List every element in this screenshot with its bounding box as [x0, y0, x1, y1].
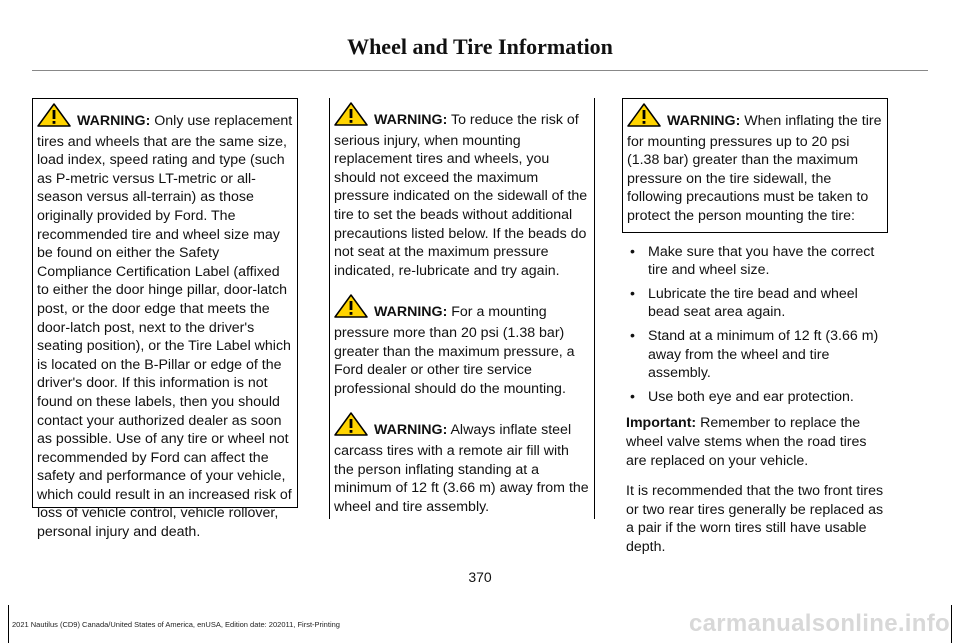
warning-box [32, 98, 298, 541]
warning-triangle-icon [37, 103, 71, 133]
list-item: • Stand at a minimum of 12 ft (3.66 m) away from the wheel and tire assembly. [626, 327, 888, 383]
page-number: 370 [468, 569, 492, 585]
warning-triangle-icon [334, 102, 368, 132]
important-note [626, 414, 888, 470]
warning-label: WARNING: [374, 112, 448, 128]
warning-paragraph [334, 102, 590, 280]
warning-box [329, 98, 595, 519]
warning-triangle-icon [334, 294, 368, 324]
warning-label: WARNING: [374, 422, 448, 439]
warning-text: Always inflate steel carcass tires with a remote air fill with the person inflating standing at a minimum of 12 ft (3.66 m) away from the wheel and tire assembly. [334, 422, 589, 515]
precaution-list [626, 243, 888, 407]
body-paragraph: It is recommended that the two front tires or two rear tires generally be replaced as a pair if the worn tires still have usable depth. [626, 483, 884, 555]
warning-triangle-icon [334, 412, 368, 442]
header-divider [32, 70, 928, 71]
warning-text: When inflating the tire for mounting pressures up to 20 psi (1.38 bar) greater than the maximum pressure on the tire sidewall, the following precautions must be taken to protect the person mounting the tire: [627, 113, 882, 224]
edition-footer: 2021 Nautilus (CD9) Canada/United States of America, enUSA, Edition date: 202011, First-Printing [12, 620, 340, 629]
important-text: Remember to replace the wheel valve stems when the road tires are replaced on your vehicle. [626, 415, 867, 469]
column-3 [626, 98, 888, 556]
list-item: • Make sure that you have the correct tire and wheel size. [626, 243, 888, 280]
warning-text: To reduce the risk of serious injury, when mounting replacement tires and wheels, you should not exceed the maximum pressure indicated on the sidewall of the tire to set the beads without additional precautions listed below. If the beads do not seat at the maximum pressure indicated, re-lubricate and try again. [334, 112, 588, 279]
warning-box [622, 98, 888, 233]
crop-mark [951, 605, 952, 643]
warning-paragraph [37, 103, 293, 542]
warning-label: WARNING: [77, 113, 151, 129]
warning-label: WARNING: [667, 113, 741, 129]
crop-mark [8, 605, 9, 643]
warning-paragraph [627, 103, 883, 226]
list-item: • Lubricate the tire bead and wheel bead seat area again. [626, 285, 888, 322]
warning-text: For a mounting pressure more than 20 psi (1.38 bar) greater than the maximum pressure, a Ford dealer or other tire service professional should do the mounting. [334, 304, 575, 397]
warning-paragraph [334, 294, 590, 398]
important-label: Important: [626, 415, 697, 432]
warning-paragraph [334, 412, 590, 516]
warning-label: WARNING: [374, 304, 448, 321]
watermark: carmanualsonline.info [688, 610, 950, 637]
column-2 [333, 98, 595, 519]
warning-text: Only use replacement tires and wheels that are the same size, load index, speed rating and type (such as P-metric versus LT-metric or all-season versus all-terrain) as those originally provided by Ford. The recommended tire and wheel size may be found on either the Safety Compliance Certification Label (affixed to either the door hinge pillar, door-latch post, or the door edge that meets the door-latch post, next to the driver's seating position), or the Tire Label which is located on the B-Pillar or edge of the driver's door. If this information is not found on these labels, then you should contact your authorized dealer as soon as possible. Use of any tire or wheel not recommended by Ford can affect the safety and performance of your vehicle, which could result in an increased risk of loss of vehicle control, vehicle rollover, personal injury and death. [37, 113, 293, 541]
warning-triangle-icon [627, 103, 661, 133]
page-title: Wheel and Tire Information [347, 34, 613, 59]
list-item: • Use both eye and ear protection. [626, 388, 888, 407]
column-1 [36, 98, 298, 541]
